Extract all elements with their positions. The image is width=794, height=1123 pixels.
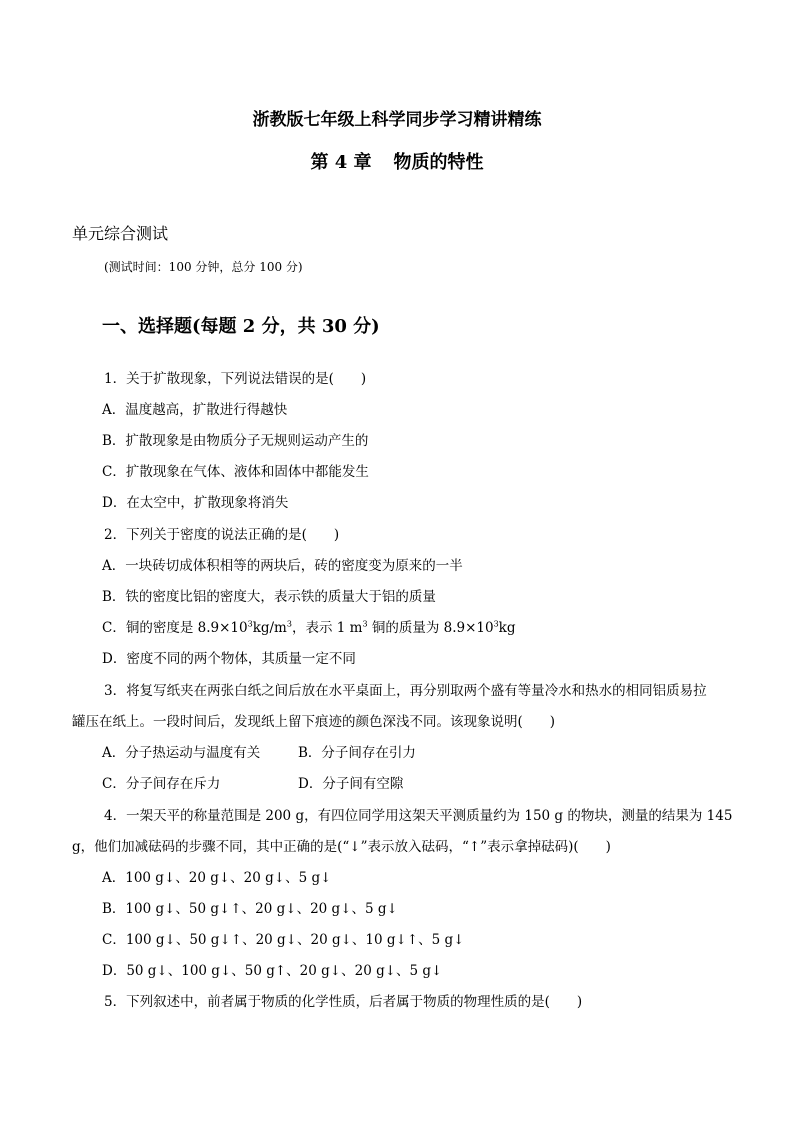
q4-option-b: B．100 g↓、50 g↓↑、20 g↓、20 g↓、5 g↓ [102, 901, 398, 917]
q4-stem-line2: g，他们加减砝码的步骤不同，其中正确的是(“↓”表示放入砝码，“↑”表示拿掉砝码)( ) [72, 839, 611, 855]
q4-option-c: C．100 g↓、50 g↓↑、20 g↓、20 g↓、10 g↓↑、5 g↓ [102, 932, 465, 948]
q2-stem: 2．下列关于密度的说法正确的是( ) [104, 527, 340, 543]
q2-option-d: D．密度不同的两个物体，其质量一定不同 [102, 651, 356, 667]
q1-option-c: C．扩散现象在气体、液体和固体中都能发生 [102, 464, 369, 480]
chapter-name: 物质的特性 [393, 152, 484, 173]
q4-option-d: D．50 g↓、100 g↓、50 g↑、20 g↓、20 g↓、5 g↓ [102, 963, 443, 979]
q3-stem-line1: 3．将复写纸夹在两张白纸之间后放在水平桌面上，再分别取两个盛有等量冷水和热水的相同铝质易拉 [104, 683, 707, 699]
q1-option-d: D．在太空中，扩散现象将消失 [102, 495, 289, 511]
q2-option-c: C．铜的密度是 $8.9\times 10^3kg/m^3$，表示 1 $m^3$ 铜的质量为 $8.9\times 10^3kg$ [102, 619, 516, 636]
q1-option-a: A．温度越高，扩散进行得越快 [102, 402, 288, 418]
test-info: (测试时间：100 分钟，总分 100 分) [104, 260, 303, 274]
q2-option-b: B．铁的密度比铝的密度大，表示铁的质量大于铝的质量 [102, 589, 436, 605]
section-title: 一、选择题(每题 2 分，共 30 分) [102, 316, 380, 337]
q3-option-b: B．分子间存在引力 [298, 745, 416, 761]
q1-option-b: B．扩散现象是由物质分子无规则运动产生的 [102, 433, 369, 449]
unit-title: 单元综合测试 [72, 224, 169, 243]
q3-options-row2 [102, 772, 404, 792]
q2-option-a: A．一块砖切成体积相等的两块后，砖的密度变为原来的一半 [102, 558, 463, 574]
q3-stem-line2: 罐压在纸上。一段时间后，发现纸上留下痕迹的颜色深浅不同。该现象说明( ) [72, 714, 556, 730]
q5-stem: 5．下列叙述中，前者属于物质的化学性质，后者属于物质的物理性质的是( ) [104, 994, 583, 1010]
chapter-title [0, 148, 794, 174]
q3-option-d: D．分子间有空隙 [298, 776, 404, 792]
q3-option-a: A．分子热运动与温度有关 [102, 745, 261, 761]
q1-stem: 1．关于扩散现象，下列说法错误的是( ) [104, 371, 367, 387]
chapter-number: 第 4 章 [310, 152, 372, 173]
q3-options-row1 [102, 741, 416, 761]
q4-option-a: A．100 g↓、20 g↓、20 g↓、5 g↓ [102, 870, 332, 886]
q4-stem-line1: 4．一架天平的称量范围是 200 g，有四位同学用这架天平测质量约为 150 g 的物块，测量的结果为 145 [104, 808, 733, 824]
q3-option-c: C．分子间存在斥力 [102, 776, 221, 792]
document-title: 浙教版七年级上科学同步学习精讲精练 [252, 110, 542, 130]
